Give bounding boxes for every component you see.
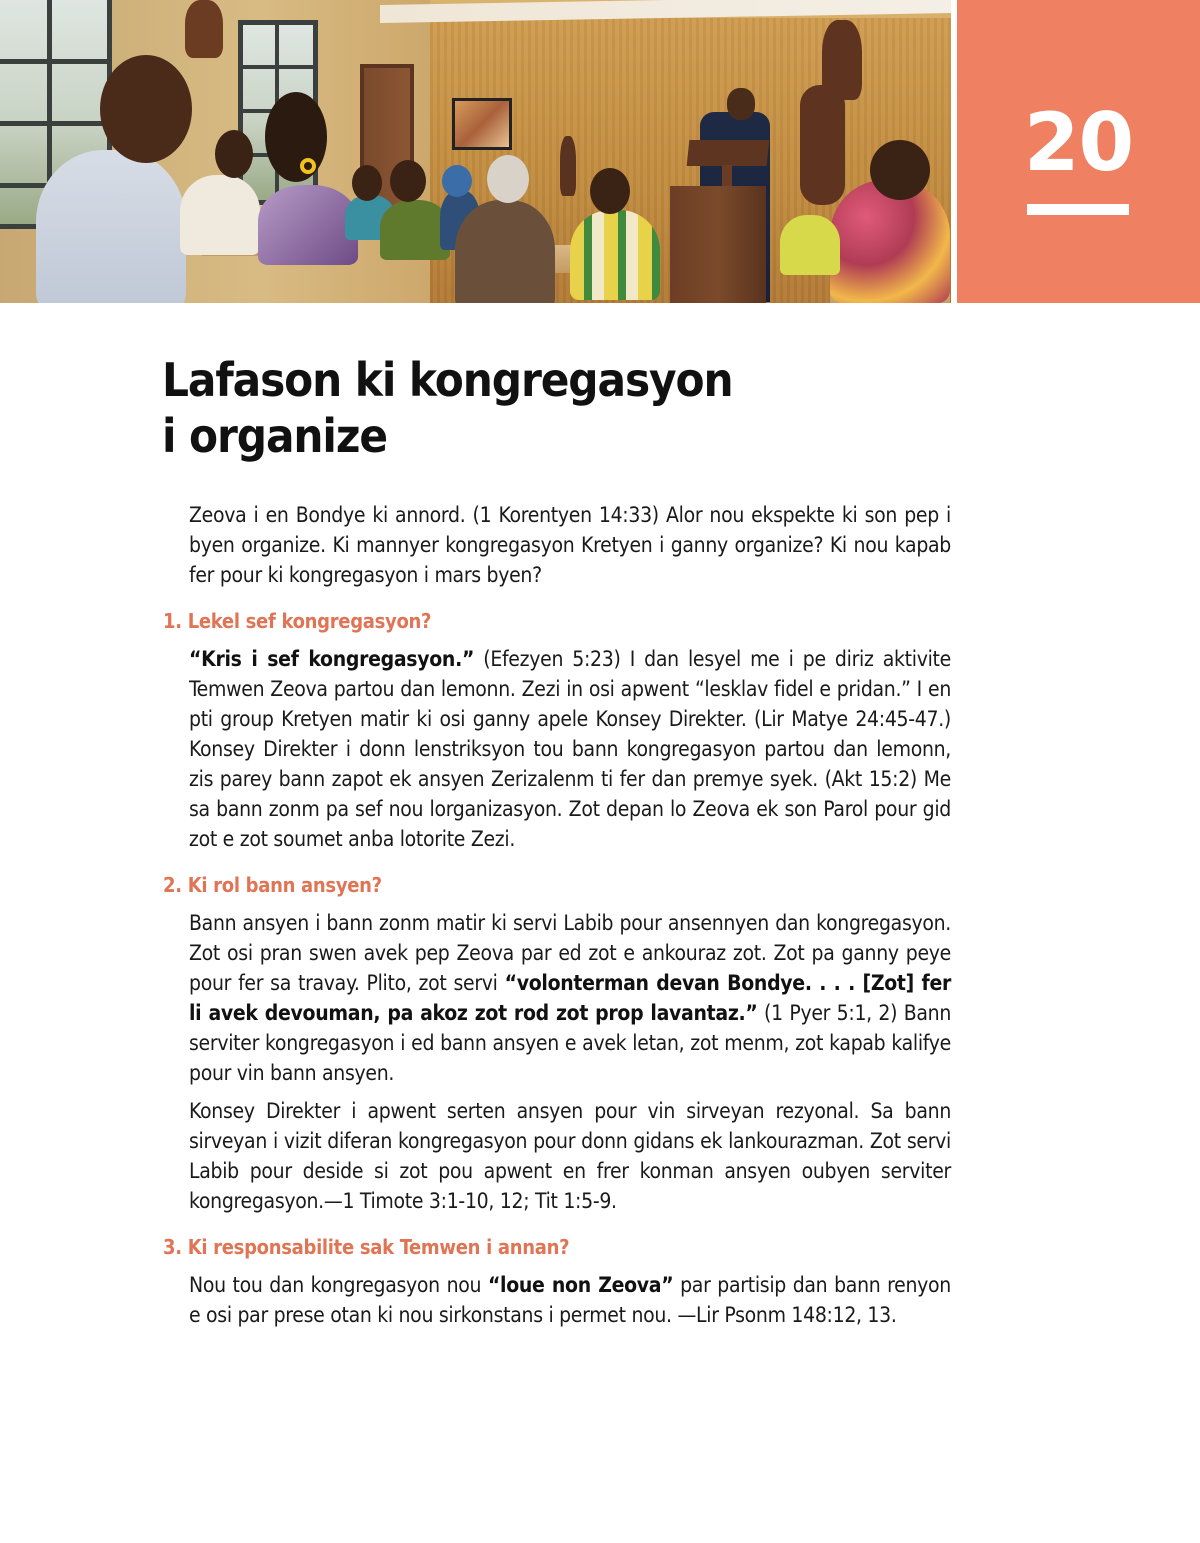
lesson-title (162, 352, 861, 464)
section-3-bold-quote: “loue non Zeova” (487, 1273, 674, 1297)
section-2-text-before: Bann ansyen i bann zonm matir ki servi Labib pour ansennyen dan kongregasyon. Zot osi pran swen avek pep Zeova par ed zot e ankouraz zot. Zot pa ganny peye pour fer sa travay. Plito, zot servi (189, 911, 951, 995)
raised-hand (560, 136, 576, 196)
section-3-text-after: par partisip dan bann renyon e osi par prese otan ki nou sirkonstans i permet nou. —Lir Psonm 148:12, 13. (189, 1273, 951, 1327)
audience-head (352, 165, 382, 201)
section-2-text-after: (1 Pyer 5:1, 2) Bann serviter kongregasyon i ed bann ansyen e avek letan, zot menm, zot kapab kalifye pour vin bann ansyen. (189, 1001, 951, 1085)
lectern (670, 186, 766, 303)
audience-head (100, 55, 192, 163)
section-1-paragraph (189, 644, 951, 854)
question-2-heading: 2. Ki rol bann ansyen? (163, 873, 382, 897)
chapter-number: 20 (1023, 96, 1134, 189)
lesson-title-line1: Lafason ki kongregasyon (162, 353, 733, 407)
audience-head (265, 92, 327, 182)
section-3-text-before: Nou tou dan kongregasyon nou (189, 1273, 488, 1297)
speaker-head (727, 88, 755, 120)
audience-man-suit (455, 200, 555, 303)
section-2-bold-quote: “volonterman devan Bondye. . . . [Zot] fer li avek devouman, pa akoz zot rod zot prop lavantaz.” (189, 971, 951, 1025)
audience-head (590, 168, 630, 214)
section-2-paragraph-2: Konsey Direkter i apwent serten ansyen pour vin sirveyan rezyonal. Sa bann sirveyan i vizit diferan kongregasyon pour donn gidans ek lankourazman. Zot servi Labib pour deside si zot pou apwent en frer konman ansyen oubyen serviter kongregasyon.—1 Timote 3:1-10, 12; Tit 1:5-9. (189, 1099, 951, 1213)
audience-head (215, 130, 253, 178)
lesson-body (163, 500, 951, 1330)
section-1-text: (Efezyen 5:23) I dan lesyel me i pe diriz aktivite Temwen Zeova partou dan lemonn. Zezi in osi apwent “lesklav fidel e pridan.” I en pti group Kretyen matir ki osi ganny apele Konsey Direkter. (Lir Matye 24:45-47.) Konsey Direkter i donn lenstriksyon tou bann kongregasyon partou dan lemonn, zis parey bann zapot ek ansyen Zerizalenm ti fer dan premye syek. (Akt 15:2) Me sa bann zonm pa sef nou lorganizasyon. Zot depan lo Zeova ek son Parol pour gid zot e zot soumet anba lotorite Zezi. (189, 647, 951, 851)
intro-paragraph: Zeova i en Bondye ki annord. (1 Korentyen 14:33) Alor nou ekspekte ki son pep i byen organize. Ki mannyer kongregasyon Kretyen i ganny organize? Ki nou kapab fer pour ki kongregasyon i mars byen? (189, 503, 951, 587)
question-1-heading: 1. Lekel sef kongregasyon? (163, 609, 432, 633)
audience-woman (258, 185, 358, 265)
question-3-heading: 3. Ki responsabilite sak Temwen i annan? (163, 1235, 570, 1259)
lectern-top (687, 140, 770, 166)
audience-head-grey (487, 155, 529, 203)
section-2-paragraph-1 (189, 908, 951, 1088)
audience-member (180, 175, 260, 255)
section-3-paragraph (189, 1270, 951, 1330)
audience-man-foreground (36, 150, 186, 303)
lesson-title-line2: i organize (162, 409, 387, 463)
chapter-number-block (957, 0, 1200, 303)
chapter-underline (1027, 204, 1129, 215)
audience-man-kente (570, 210, 660, 300)
tv-screen (452, 98, 512, 150)
raised-arm (800, 85, 845, 205)
audience-member (780, 215, 840, 275)
lesson-header-photo (0, 0, 951, 303)
raised-hand (185, 0, 223, 58)
earring (300, 158, 316, 174)
audience-head (390, 160, 426, 202)
section-1-bold-lead: “Kris i sef kongregasyon.” (189, 647, 475, 671)
audience-headwrap (442, 165, 472, 197)
audience-head (870, 140, 930, 200)
